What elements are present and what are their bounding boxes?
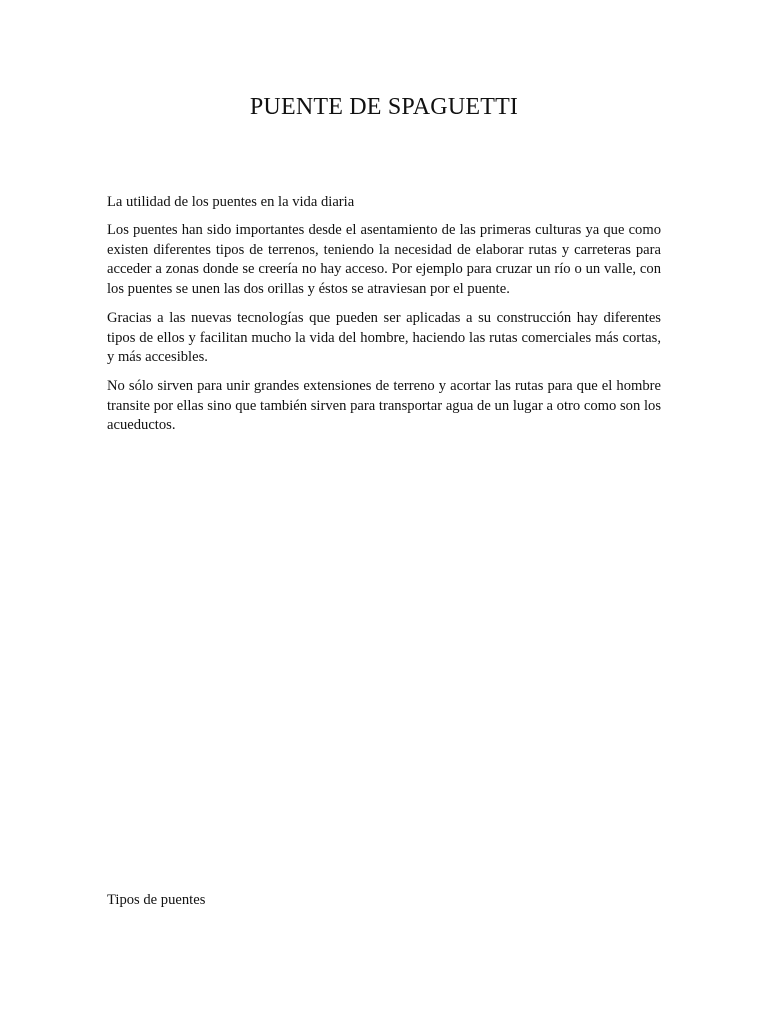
paragraph-tecnologias: Gracias a las nuevas tecnologías que pueden ser aplicadas a su construcción hay diferentes tipos de ellos y facilitan mucho la vida del hombre, haciendo las rutas comerciales más cortas, y más accesibles. bbox=[107, 310, 661, 366]
section-heading-utilidad: La utilidad de los puentes en la vida diaria bbox=[107, 194, 355, 210]
paragraph-acueductos: No sólo sirven para unir grandes extensiones de terreno y acortar las rutas para que el hombre transite por ellas sino que también sirven para transportar agua de un lugar a otro como son los acueductos. bbox=[107, 378, 661, 434]
section-heading-tipos: Tipos de puentes bbox=[107, 892, 206, 908]
paragraph-importancia: Los puentes han sido importantes desde el asentamiento de las primeras culturas ya que como existen diferentes tipos de terrenos, teniendo la necesidad de elaborar rutas y carreteras para acceder a zonas donde se creería no hay acceso. Por ejemplo para cruzar un río o un valle, con los puentes se unen las dos orillas y éstos se atraviesan por el puente. bbox=[107, 222, 661, 298]
document-title: PUENTE DE SPAGUETTI bbox=[249, 94, 519, 120]
